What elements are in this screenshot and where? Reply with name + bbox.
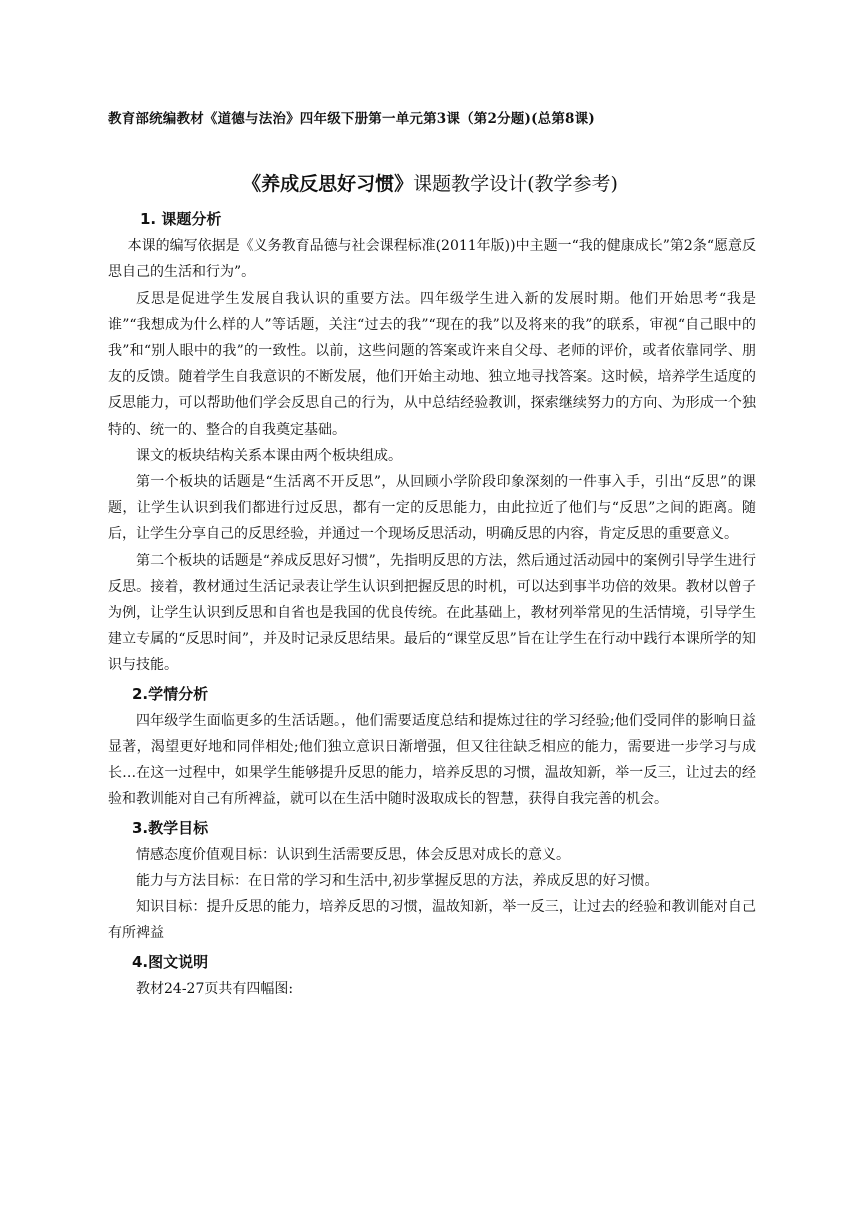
paragraph: 能力与方法目标：在日常的学习和生活中,初步掌握反思的方法，养成反思的好习惯。 xyxy=(136,873,659,890)
document-body xyxy=(108,204,756,1002)
paragraph: 本课的编写依据是《义务教育品德与社会课程标准(2011年版))中主题一“我的健康成长”第2条“愿意反思自己的生活和行为”。 xyxy=(108,238,756,281)
paragraph: 四年级学生面临更多的生活话题。，他们需要适度总结和提炼过往的学习经验;他们受同伴的影响日益显著，渴望更好地和同伴相处;他们独立意识日渐增强，但又往往缺乏相应的能力，需要进一步学习与成长…在这一过程中，如果学生能够提升反思的能力，培养反思的习惯，温故知新，举一反三，让过去的经验和教训能对自己有所裨益，就可以在生活中随时汲取成长的智慧，获得自我完善的机会。 xyxy=(108,712,756,808)
paragraph: 情感态度价值观目标：认识到生活需要反思，体会反思对成长的意义。 xyxy=(136,846,570,863)
section-heading-figures: 4.图文说明 xyxy=(132,952,209,971)
paragraph: 第二个板块的话题是“养成反思好习惯”，先指明反思的方法，然后通过活动园中的案例引导学生进行反思。接着，教材通过生活记录表让学生认识到把握反思的时机，可以达到事半功倍的效果。教材以曾子为例，让学生认识到反思和自省也是我国的优良传统。在此基础上，教材列举常见的生活情境，引导学生建立专属的“反思时间”，并及时记录反思结果。最后的“课堂反思”旨在让学生在行动中践行本课所学的知识与技能。 xyxy=(108,552,756,674)
section-heading-learner-analysis: 2.学情分析 xyxy=(132,684,209,703)
section-heading-analysis: 1. 课题分析 xyxy=(140,210,222,228)
paragraph: 教材24-27页共有四幅图: xyxy=(136,980,294,997)
title-rest-part: 课题教学设计(教学参考) xyxy=(413,173,618,195)
title-bold-part: 《养成反思好习惯》 xyxy=(242,173,414,195)
section-heading-goals: 3.教学目标 xyxy=(132,818,209,837)
document-title xyxy=(0,169,860,196)
paragraph: 知识目标：提升反思的能力，培养反思的习惯，温故知新，举一反三，让过去的经验和教训能对自己有所裨益 xyxy=(108,899,756,942)
document-header: 教育部统编教材《道德与法治》四年级下册第一单元第3课（第2分题)(总第8课) xyxy=(108,111,595,127)
paragraph: 反思是促进学生发展自我认识的重要方法。四年级学生进入新的发展时期。他们开始思考“我是谁”“我想成为什么样的人”等话题，关注“过去的我”“现在的我”以及将来的我”的联系，审视“自己眼中的我”和“别人眼中的我”的一致性。以前，这些问题的答案或许来自父母、老师的评价，或者依靠同学、朋友的反馈。随着学生自我意识的不断发展，他们开始主动地、独立地寻找答案。这时候，培养学生适度的反思能力，可以帮助他们学会反思自己的行为，从中总结经验教训，探索继续努力的方向、为形成一个独特的、统一的、整合的自我奠定基础。 xyxy=(108,290,756,438)
paragraph: 课文的板块结构关系本课由两个板块组成。 xyxy=(136,447,402,464)
paragraph: 第一个板块的话题是“生活离不开反思”，从回顾小学阶段印象深刻的一件事入手，引出“反思”的课题，让学生认识到我们都进行过反思，都有一定的反思能力，由此拉近了他们与“反思”之间的距离。随后，让学生分享自己的反思经验，并通过一个现场反思活动，明确反思的内容，肯定反思的重要意义。 xyxy=(108,474,756,543)
